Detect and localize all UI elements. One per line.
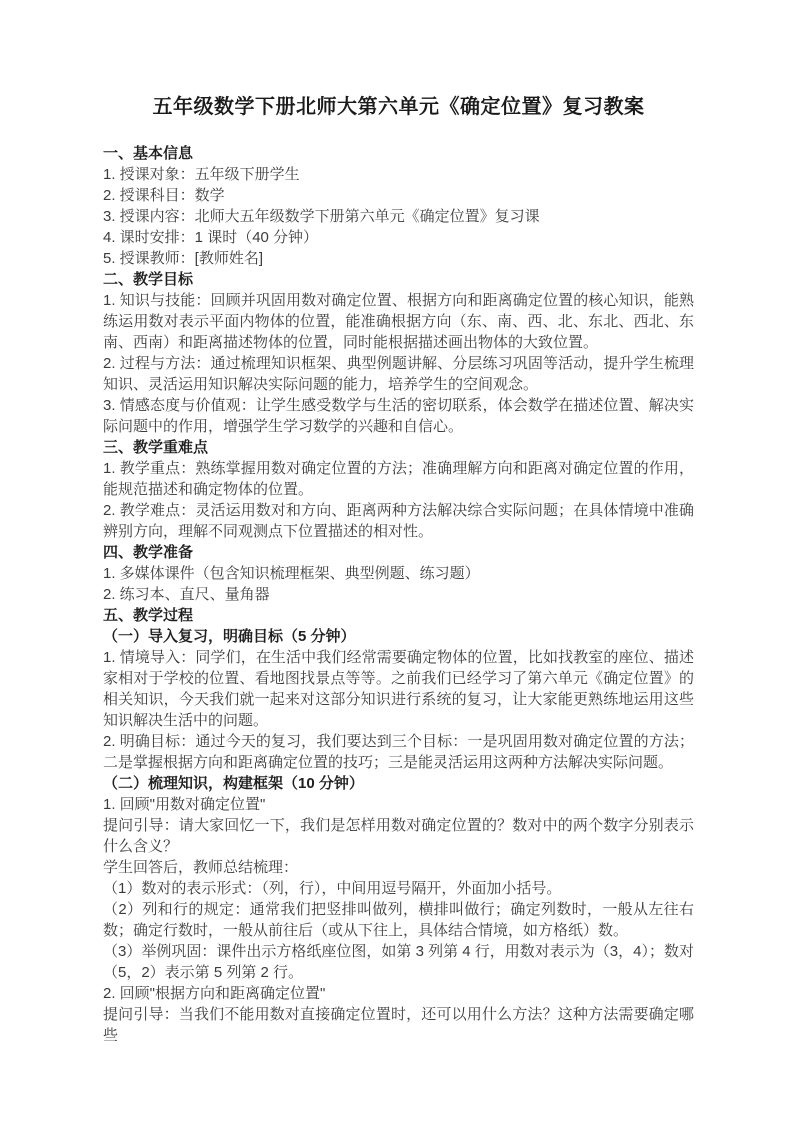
para-difficult-points: 2. 教学难点：灵活运用数对和方向、距离两种方法解决综合实际问题；在具体情境中准确辨别方向，理解不同观测点下位置描述的相对性。 [103,502,694,540]
section-basic-info [103,143,694,269]
para-situation-intro: 1. 情境导入：同学们，在生活中我们经常需要确定物体的位置，比如找教室的座位、描述家相对于学校的位置、看地图找景点等等。之前我们已经学习了第六单元《确定位置》的相关知识，今天我们就一起来对这部分知识进行系统的复习，让大家能更熟练地运用这些知识解决生活中的问题。 [103,649,694,729]
para-teaching-object: 1. 授课对象：五年级下册学生 [103,166,300,183]
section-heading-key-difficult-points: 三、教学重难点 [103,439,209,456]
para-column-row-rule: （2）列和行的规定：通常我们把竖排叫做列，横排叫做行；确定列数时，一般从左往右数；确定行数时，一般从前往后（或从下往上，具体结合情境，如方格纸）数。 [103,901,694,939]
para-teacher-name: 5. 授课教师：[教师姓名] [103,250,264,267]
section-heading-teaching-goals: 二、教学目标 [103,271,194,288]
subsection-heading-intro-review: （一）导入复习，明确目标（5 分钟） [103,628,356,645]
para-teaching-content: 3. 授课内容：北师大五年级数学下册第六单元《确定位置》复习课 [103,208,540,225]
para-knowledge-skills: 1. 知识与技能：回顾并巩固用数对确定位置、根据方向和距离确定位置的核心知识，能熟练运用数对表示平面内物体的位置，能准确根据方向（东、南、西、北、东北、西北、东南、西南）和距离描述物体的位置，同时能根据描述画出物体的大致位置。 [103,292,694,351]
para-question-guide-pairs: 提问引导：请大家回忆一下，我们是怎样用数对确定位置的？数对中的两个数字分别表示什么含义？ [103,817,694,855]
para-lesson-schedule: 4. 课时安排：1 课时（40 分钟） [103,229,319,246]
para-example-consolidation: （3）举例巩固：课件出示方格纸座位图，如第 3 列第 4 行，用数对表示为（3，4）；数对（5，2）表示第 5 列第 2 行。 [103,943,694,981]
para-clarify-goals: 2. 明确目标：通过今天的复习，我们要达到三个目标：一是巩固用数对确定位置的方法；二是掌握根据方向和距离确定位置的技巧；三是能灵活运用这两种方法解决实际问题。 [103,733,694,771]
section-teaching-process [103,605,694,1046]
page-title: 五年级数学下册北师大第六单元《确定位置》复习教案 [152,96,645,118]
para-practice-tools: 2. 练习本、直尺、量角器 [103,586,270,603]
para-teacher-summary: 学生回答后，教师总结梳理： [103,859,299,876]
section-heading-basic-info: 一、基本信息 [103,145,194,162]
para-emotion-values: 3. 情感态度与价值观：让学生感受数学与生活的密切联系，体会数学在描述位置、解决实际问题中的作用，增强学生学习数学的兴趣和自信心。 [103,397,694,435]
para-review-number-pairs: 1. 回顾"用数对确定位置" [103,796,266,813]
para-multimedia-courseware: 1. 多媒体课件（包含知识梳理框架、典型例题、练习题） [103,565,480,582]
para-question-guide-direction: 提问引导：当我们不能用数对直接确定位置时，还可以用什么方法？这种方法需要确定哪些 [103,1006,694,1044]
para-subject: 2. 授课科目：数学 [103,187,225,204]
para-key-points: 1. 教学重点：熟练掌握用数对确定位置的方法；准确理解方向和距离对确定位置的作用，能规范描述和确定物体的位置。 [103,460,694,498]
section-teaching-goals [103,269,694,437]
section-teaching-preparation [103,542,694,605]
subsection-heading-knowledge-framework: （二）梳理知识，构建框架（10 分钟） [103,775,364,792]
section-key-difficult-points [103,437,694,542]
para-process-method: 2. 过程与方法：通过梳理知识框架、典型例题讲解、分层练习巩固等活动，提升学生梳理知识、灵活运用知识解决实际问题的能力，培养学生的空间观念。 [103,355,694,393]
section-heading-teaching-preparation: 四、教学准备 [103,544,194,561]
para-pair-format: （1）数对的表示形式：（列，行），中间用逗号隔开，外面加小括号。 [103,880,562,897]
section-heading-teaching-process: 五、教学过程 [103,607,194,624]
para-review-direction-distance: 2. 回顾"根据方向和距离确定位置" [103,985,326,1002]
